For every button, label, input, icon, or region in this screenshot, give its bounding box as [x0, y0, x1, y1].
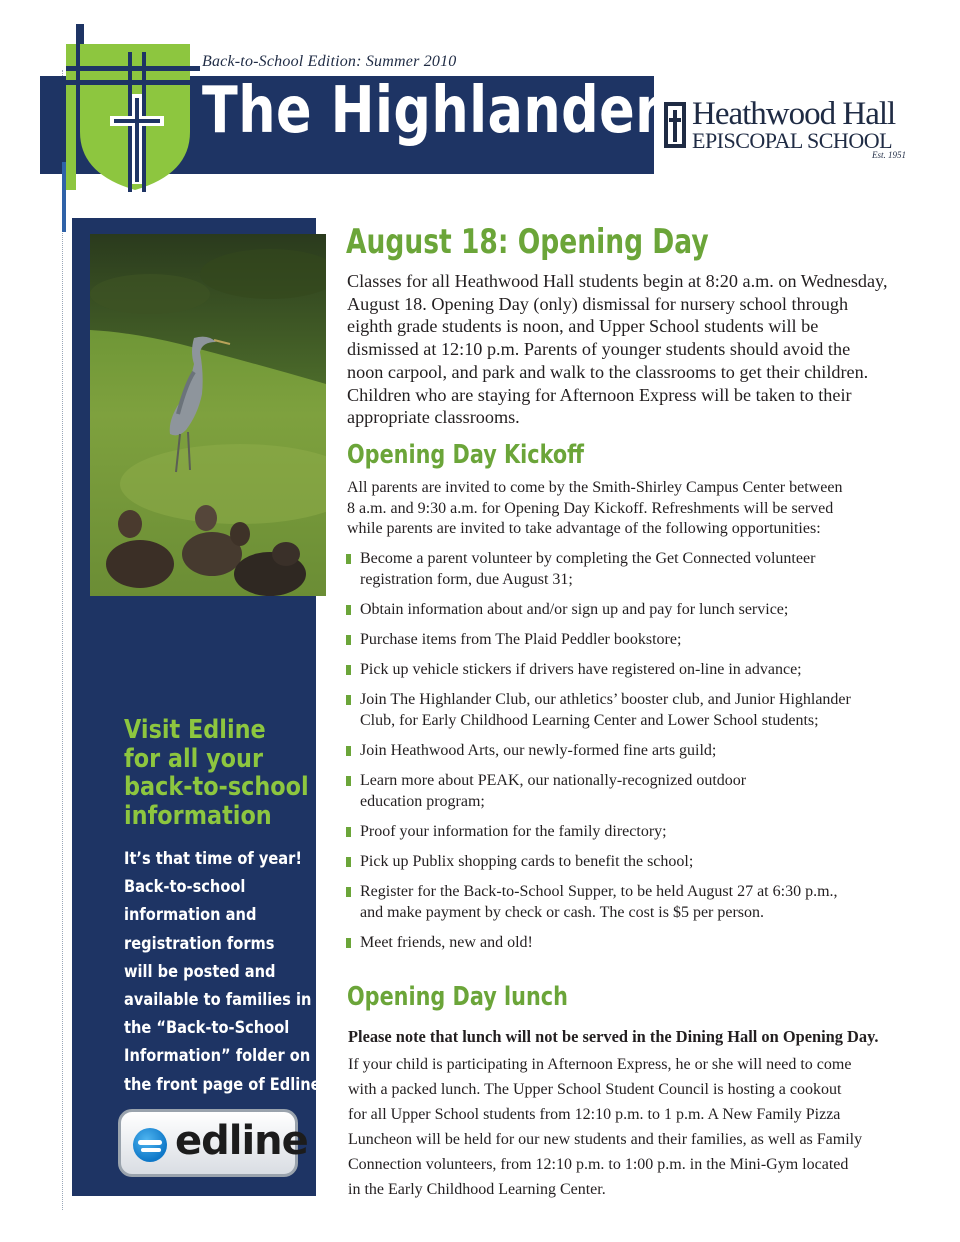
- bullet-icon: [346, 857, 351, 867]
- edition-label: Back-to-School Edition: Summer 2010: [202, 53, 457, 70]
- sidebar-text-line: available to families in: [124, 990, 312, 1011]
- bullet-icon: [346, 695, 351, 705]
- paragraph-line: Connection volunteers, from 12:10 p.m. to 1:00 p.m. in the Mini-Gym located: [348, 1156, 849, 1173]
- paragraph-line: in the Early Childhood Learning Center.: [348, 1181, 606, 1198]
- sidebar-heading: [124, 716, 309, 830]
- list-item-text: Register for the Back-to-School Supper, to be held August 27 at 6:30 p.m.,: [360, 883, 838, 901]
- list-item-text: Become a parent volunteer by completing the Get Connected volunteer: [360, 550, 816, 567]
- list-item-text: Learn more about PEAK, our nationally-recognized outdoor: [360, 772, 747, 790]
- paragraph-line: for all Upper School students from 12:10 p.m. to 1 p.m. A New Family Pizza: [348, 1106, 841, 1123]
- kickoff-paragraph: [347, 478, 917, 540]
- sidebar-text-line: information and: [124, 905, 257, 926]
- list-item: [346, 741, 916, 762]
- list-item: [346, 549, 916, 590]
- paragraph-line: August 18. Opening Day (only) dismissal for nursery school through: [347, 293, 849, 314]
- kickoff-list: [346, 549, 916, 954]
- list-item: [346, 822, 916, 843]
- edline-logo-icon: [133, 1128, 167, 1162]
- sidebar-text-line: the front page of Edline.: [124, 1074, 327, 1095]
- list-item-text: Join The Highlander Club, our athletics’ booster club, and Junior Highlander: [360, 691, 851, 709]
- list-item: [346, 600, 916, 621]
- list-item-text: registration form, due August 31;: [360, 570, 573, 588]
- heron-photo: [90, 234, 326, 596]
- list-item-text: Pick up vehicle stickers if drivers have registered on-line in advance;: [360, 661, 802, 679]
- list-item-text: Meet friends, new and old!: [360, 934, 533, 952]
- edline-label: edline: [175, 1118, 308, 1164]
- lunch-note: Please note that lunch will not be served in the Dining Hall on Opening Day.: [348, 1027, 879, 1046]
- sidebar-text-line: It’s that time of year!: [124, 849, 303, 869]
- margin-guide: [62, 70, 63, 1210]
- bullet-icon: [346, 635, 351, 645]
- sidebar-heading-line: information: [124, 800, 272, 831]
- paragraph-line: while parents are invited to take advantage of the following opportunities:: [347, 520, 821, 538]
- paragraph-line: with a packed lunch. The Upper School Student Council is hosting a cookout: [348, 1081, 842, 1098]
- sidebar-heading-line: Visit Edline: [124, 715, 266, 745]
- bullet-icon: [346, 938, 351, 948]
- list-item: [346, 771, 916, 812]
- lunch-heading: Opening Day lunch: [347, 982, 568, 1012]
- list-item: [346, 660, 916, 681]
- list-item-text: Purchase items from The Plaid Peddler bookstore;: [360, 630, 682, 648]
- paragraph-line: dismissed at 12:10 p.m. Parents of younger students should avoid the: [347, 339, 851, 360]
- list-item: [346, 852, 916, 873]
- paragraph-line: All parents are invited to come by the Smith-Shirley Campus Center between: [347, 479, 843, 496]
- list-item: [346, 882, 916, 923]
- established-label: Est. 1951: [871, 150, 906, 160]
- paragraph-line: Classes for all Heathwood Hall students begin at 8:20 a.m. on Wednesday,: [347, 271, 888, 291]
- bullet-icon: [346, 605, 351, 615]
- list-item: [346, 630, 916, 651]
- list-item: [346, 690, 916, 731]
- opening-day-paragraph: [347, 270, 917, 429]
- opening-day-heading: August 18: Opening Day: [346, 222, 709, 262]
- bullet-icon: [346, 665, 351, 675]
- paragraph-line: Luncheon will be held for our new students and their families, as well as Family: [348, 1131, 863, 1148]
- school-name: Heathwood Hall: [692, 96, 896, 132]
- school-type: EPISCOPAL SCHOOL: [692, 128, 893, 153]
- bullet-icon: [346, 554, 351, 564]
- sidebar-heading-line: back-to-school: [124, 772, 309, 802]
- sidebar-text-line: the “Back-to-School: [124, 1018, 290, 1039]
- paragraph-line: noon carpool, and park and walk to the classrooms to get their children.: [347, 361, 869, 382]
- list-item-text: Pick up Publix shopping cards to benefit the school;: [360, 853, 694, 871]
- list-item-text: Obtain information about and/or sign up and pay for lunch service;: [360, 600, 789, 618]
- sidebar-text-line: will be posted and: [124, 961, 276, 982]
- paragraph-line: appropriate classrooms.: [347, 407, 520, 428]
- school-logo-icon: [664, 102, 686, 148]
- school-logo: [664, 98, 908, 164]
- sidebar-text: [124, 845, 327, 1099]
- list-item-text: education program;: [360, 792, 485, 810]
- kickoff-heading: Opening Day Kickoff: [347, 440, 585, 470]
- edline-button[interactable]: [118, 1109, 308, 1177]
- sidebar-text-line: Information” folder on: [124, 1046, 311, 1067]
- sidebar-text-line: registration forms: [124, 933, 275, 954]
- newsletter-title: The Highlander: [202, 74, 662, 148]
- bullet-icon: [346, 887, 351, 897]
- list-item-text: and make payment by check or cash. The cost is $5 per person.: [360, 904, 765, 922]
- paragraph-line: Children who are staying for Afternoon Express will be taken to their: [347, 384, 852, 405]
- list-item-text: Join Heathwood Arts, our newly-formed fine arts guild;: [360, 742, 717, 760]
- sidebar-heading-line: for all your: [124, 743, 263, 774]
- bullet-icon: [346, 827, 351, 837]
- bullet-icon: [346, 776, 351, 786]
- paragraph-line: If your child is participating in Afternoon Express, he or she will need to come: [348, 1056, 852, 1073]
- lunch-paragraph: [348, 1052, 918, 1202]
- paragraph-line: eighth grade students is noon, and Upper School students will be: [347, 316, 819, 337]
- list-item-text: Proof your information for the family directory;: [360, 823, 667, 841]
- sidebar-text-line: Back-to-school: [124, 877, 246, 898]
- bullet-icon: [346, 746, 351, 756]
- list-item-text: Club, for Early Childhood Learning Center and Lower School students;: [360, 711, 819, 729]
- list-item: [346, 933, 916, 954]
- crest-icon: [66, 24, 206, 194]
- paragraph-line: 8 a.m. and 9:30 a.m. for Opening Day Kickoff. Refreshments will be served: [347, 499, 834, 517]
